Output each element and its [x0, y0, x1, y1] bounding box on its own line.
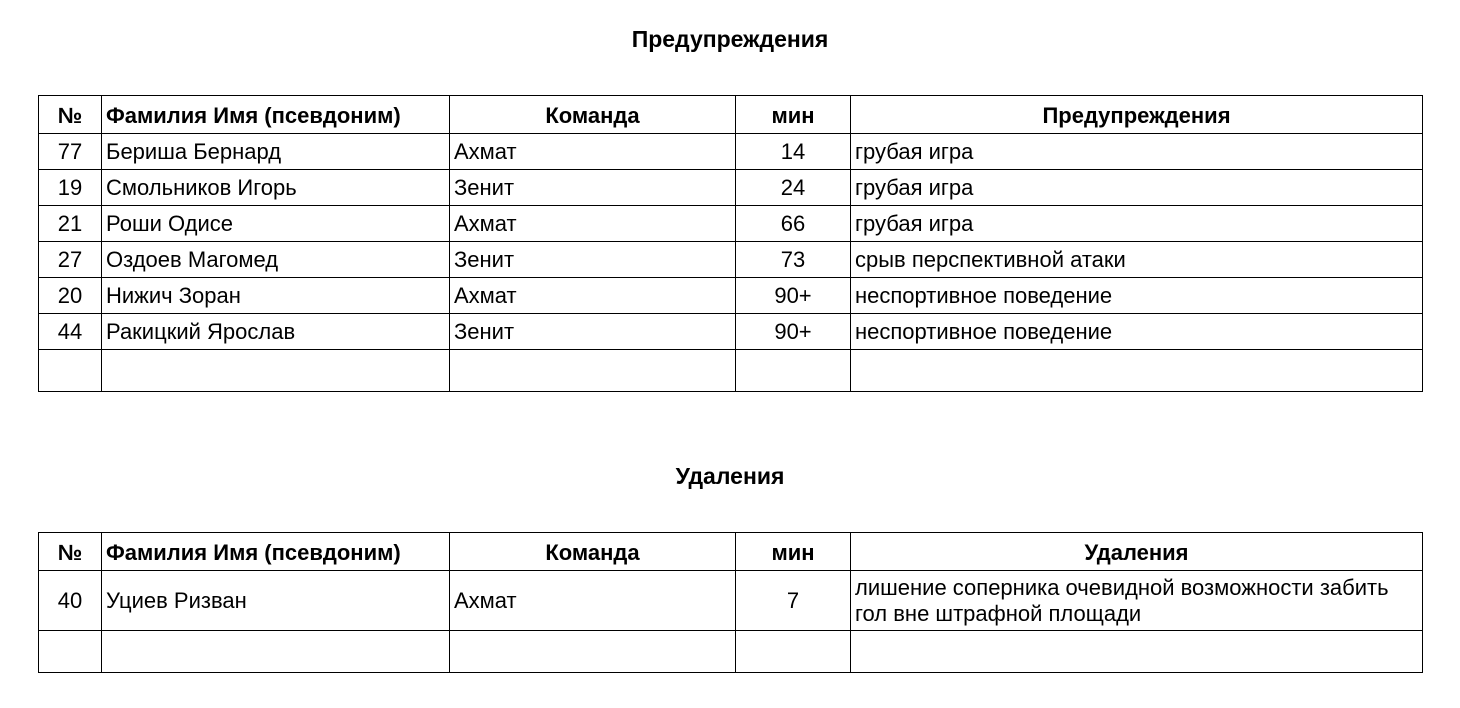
cell-num: 21 [39, 206, 102, 242]
cell-reason: неспортивное поведение [851, 314, 1423, 350]
cell-team: Ахмат [450, 134, 736, 170]
cell-name: Оздоев Магомед [102, 242, 450, 278]
removals-table [38, 532, 1423, 673]
cell-name: Нижич Зоран [102, 278, 450, 314]
header-team: Команда [450, 96, 736, 134]
cell-reason: грубая игра [851, 170, 1423, 206]
header-reason: Удаления [851, 533, 1423, 571]
cell-min: 7 [736, 571, 851, 631]
empty-cell [102, 631, 450, 673]
cell-name: Бериша Бернард [102, 134, 450, 170]
cell-min: 66 [736, 206, 851, 242]
empty-cell [450, 631, 736, 673]
cell-team: Ахмат [450, 278, 736, 314]
cell-reason: неспортивное поведение [851, 278, 1423, 314]
cell-name: Уциев Ризван [102, 571, 450, 631]
empty-row [39, 631, 1423, 673]
cell-min: 14 [736, 134, 851, 170]
empty-cell [851, 350, 1423, 392]
warnings-title: Предупреждения [631, 26, 829, 52]
cell-team: Зенит [450, 314, 736, 350]
empty-cell [450, 350, 736, 392]
cell-min: 24 [736, 170, 851, 206]
cell-reason: лишение соперника очевидной возможности забить гол вне штрафной площади [851, 571, 1423, 631]
empty-cell [39, 631, 102, 673]
empty-cell [736, 631, 851, 673]
cell-name: Роши Одисе [102, 206, 450, 242]
cell-name: Смольников Игорь [102, 170, 450, 206]
cell-min: 90+ [736, 314, 851, 350]
table-row [39, 170, 1423, 206]
cell-reason: грубая игра [851, 206, 1423, 242]
cell-reason: срыв перспективной атаки [851, 242, 1423, 278]
cell-team: Зенит [450, 242, 736, 278]
table-row [39, 134, 1423, 170]
cell-min: 90+ [736, 278, 851, 314]
header-num: № [39, 96, 102, 134]
empty-cell [39, 350, 102, 392]
cell-team: Зенит [450, 170, 736, 206]
empty-cell [736, 350, 851, 392]
header-min: мин [736, 533, 851, 571]
cell-name: Ракицкий Ярослав [102, 314, 450, 350]
table-row [39, 278, 1423, 314]
header-name: Фамилия Имя (псевдоним) [102, 533, 450, 571]
empty-cell [102, 350, 450, 392]
cell-num: 44 [39, 314, 102, 350]
header-team: Команда [450, 533, 736, 571]
table-row [39, 206, 1423, 242]
cell-num: 40 [39, 571, 102, 631]
table-row [39, 571, 1423, 631]
cell-num: 77 [39, 134, 102, 170]
cell-num: 20 [39, 278, 102, 314]
header-num: № [39, 533, 102, 571]
empty-cell [851, 631, 1423, 673]
cell-num: 27 [39, 242, 102, 278]
cell-reason: грубая игра [851, 134, 1423, 170]
warnings-table [38, 95, 1423, 392]
table-header-row [39, 96, 1423, 134]
cell-team: Ахмат [450, 206, 736, 242]
table-row [39, 242, 1423, 278]
empty-row [39, 350, 1423, 392]
table-row [39, 314, 1423, 350]
cell-team: Ахмат [450, 571, 736, 631]
header-name: Фамилия Имя (псевдоним) [102, 96, 450, 134]
table-header-row [39, 533, 1423, 571]
removals-title: Удаления [675, 463, 785, 489]
cell-num: 19 [39, 170, 102, 206]
header-min: мин [736, 96, 851, 134]
cell-min: 73 [736, 242, 851, 278]
header-reason: Предупреждения [851, 96, 1423, 134]
